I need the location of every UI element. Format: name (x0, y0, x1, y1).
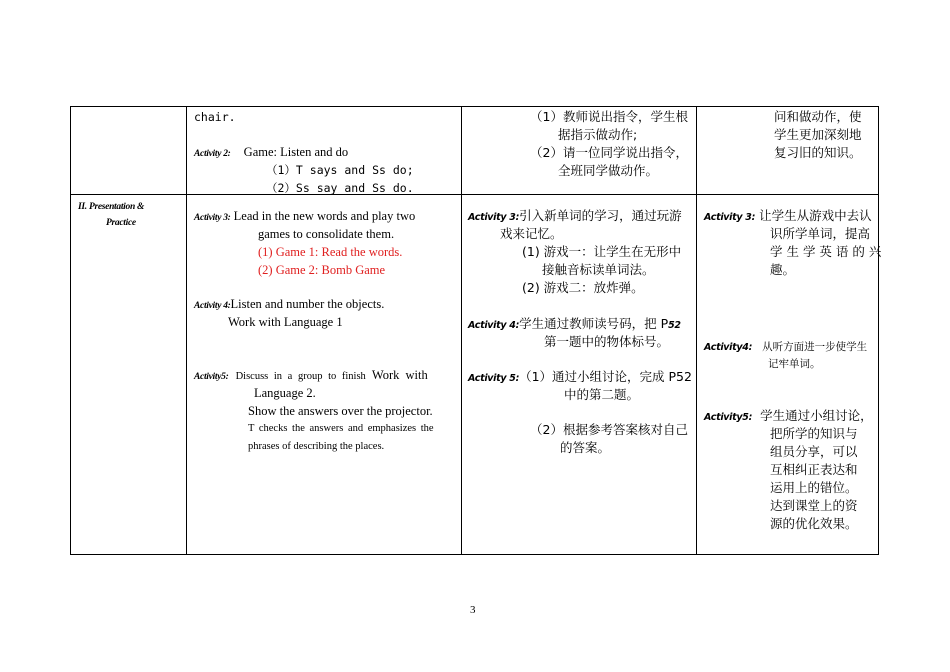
game-item: (2) Game 2: Bomb Game (258, 263, 386, 277)
table-border-bottom (70, 554, 879, 555)
lesson-plan-table (70, 106, 882, 555)
row1-activities-cell (194, 106, 456, 194)
text-line: Listen and number the objects. (230, 297, 385, 311)
row2-purpose-cell (704, 194, 882, 554)
text-line: 把所学的知识与 (770, 426, 858, 441)
activity-label: Activity 3: (704, 212, 756, 223)
text-line: games to consolidate them. (258, 227, 395, 241)
text-line: 学生通过小组讨论， (760, 408, 873, 423)
text-line: 全班同学做动作。 (558, 163, 659, 178)
table-border-right (878, 106, 879, 555)
row1-purpose-cell (704, 106, 876, 194)
text-line: 引入新单词的学习，通过玩游 (519, 208, 682, 223)
game-item: (1) Game 1: Read the words. (258, 245, 403, 259)
text-line: 趣。 (770, 262, 796, 277)
text-line: (1) 游戏一：让学生在无形中 (522, 244, 682, 259)
activity-title: Game: Listen and do (243, 145, 349, 159)
row1-teacher-cell (468, 106, 694, 194)
text-line: 的答案。 (560, 440, 611, 455)
text-line: 记牢单词。 (768, 358, 821, 370)
text-line: Show the answers over the projector. (248, 404, 433, 418)
text-line: 问和做动作，使 (774, 109, 862, 124)
text-line: 互相纠正表达和 (770, 462, 858, 477)
text-line: 复习旧的知识。 (774, 145, 862, 160)
text-line: Language 2. (254, 386, 316, 400)
page-number: 3 (470, 604, 476, 616)
text-line: Lead in the new words and play two (233, 209, 416, 223)
text-line: 戏来记忆。 (500, 226, 563, 241)
text-line: 让学生从游戏中去认 (759, 208, 872, 223)
text-line: 学生通过教师读号码，把 P (519, 316, 669, 331)
activity-step: （1）T says and Ss do; (266, 163, 414, 177)
text-line: （1）教师说出指令，学生根 (530, 109, 688, 124)
text-line: (2) 游戏二：放炸弹。 (522, 280, 644, 295)
text-line: （2）请一位同学说出指令， (530, 145, 688, 160)
table-border-left (70, 106, 71, 555)
text-line: 第一题中的物体标号。 (544, 334, 670, 349)
activity-label: Activity 2: (194, 149, 231, 159)
text-line: T checks the answers and emphasizes the (248, 423, 434, 434)
text-line: （1）通过小组讨论，完成 P52 (519, 369, 692, 384)
stage-title-2: Practice (106, 218, 136, 228)
text-line: 据指示做动作; (558, 127, 638, 142)
page-ref: 52 (668, 320, 681, 331)
row2-activities-cell (194, 194, 458, 554)
chair-text: chair. (194, 110, 236, 124)
text-line: 中的第二题。 (564, 387, 640, 402)
column-divider-2 (461, 106, 462, 555)
text-line: Work with Language 1 (228, 315, 343, 329)
column-divider-1 (186, 106, 187, 555)
text-line: 运用上的错位。 (770, 480, 858, 495)
text-line: phrases of describing the places. (248, 441, 385, 452)
text-line: 源的优化效果。 (770, 516, 858, 531)
text-line: 达到课堂上的资 (770, 498, 858, 513)
text-line: Discuss in a group to finish (235, 371, 366, 382)
activity-label: Activity4: (704, 342, 753, 353)
row2-teacher-cell (468, 194, 694, 554)
text-line: 学 生 学 英 语 的 兴 (770, 244, 882, 259)
activity-label: Activity 4: (194, 301, 231, 311)
activity-label: Activity 3: (194, 213, 231, 223)
text-line: 组员分享，可以 (770, 444, 858, 459)
text-line: 接触音标读单词法。 (542, 262, 655, 277)
text-line: （2）根据参考答案核对自己 (530, 422, 688, 437)
text-line: 学生更加深刻地 (774, 127, 862, 142)
text-line: 识所学单词，提高 (770, 226, 871, 241)
activity-label: Activity 4: (468, 320, 520, 331)
stage-title: II. Presentation & (78, 202, 145, 212)
text-line: 从听方面进一步使学生 (762, 341, 868, 353)
activity-label: Activity5: (194, 372, 229, 382)
activity-label: Activity 3: (468, 212, 520, 223)
text-line: Work with (371, 368, 428, 382)
activity-label: Activity5: (704, 412, 753, 423)
activity-step: （2）Ss say and Ss do. (266, 181, 414, 195)
column-divider-3 (696, 106, 697, 555)
activity-label: Activity 5: (468, 373, 520, 384)
